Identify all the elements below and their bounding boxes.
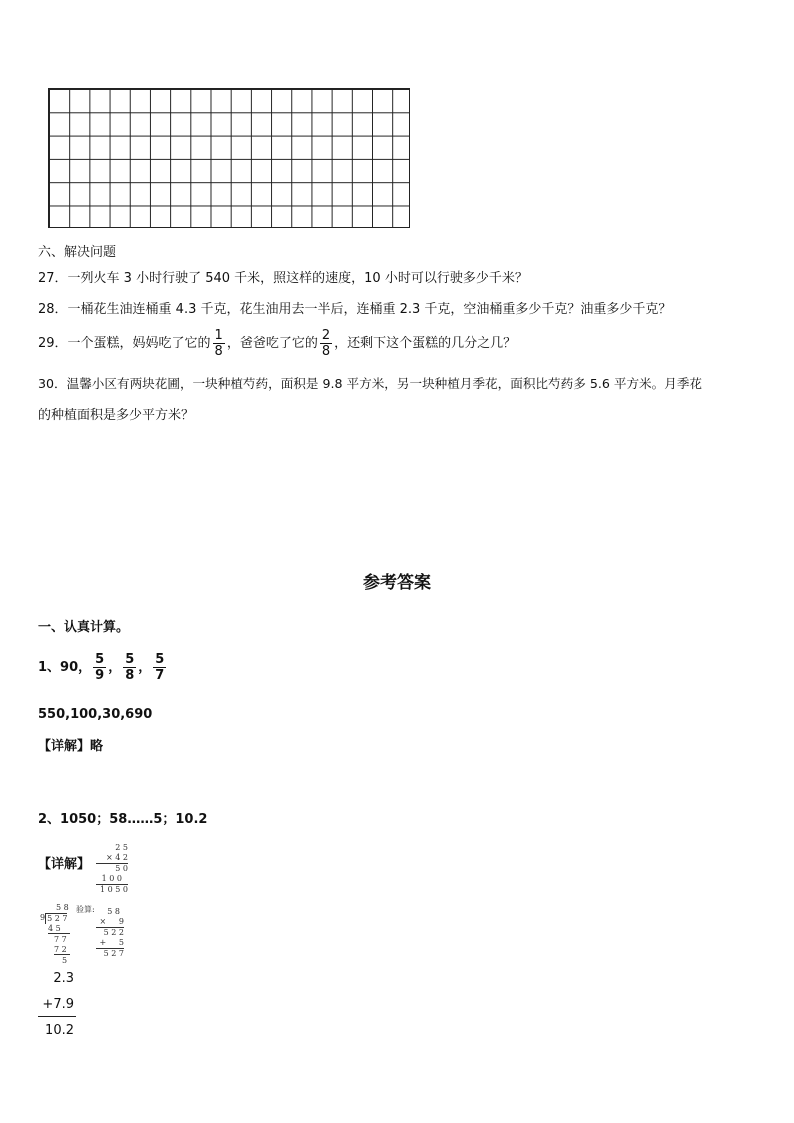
- check-row-5: 5 2 7: [103, 949, 124, 958]
- div-sub-2: 7 2: [54, 945, 67, 954]
- rule-line: [96, 927, 124, 928]
- div-sub-1: 4 5: [48, 924, 61, 933]
- fraction-numerator: 5: [155, 652, 165, 667]
- question-28: 28．一桶花生油连桶重 4.3 千克，花生油用去一半后，连桶重 2.3 千克，空油桶重多少千克？油重多少千克？: [38, 302, 672, 317]
- answer-1: [38, 652, 168, 683]
- check-work: [94, 907, 124, 959]
- fraction-denominator: 8: [321, 344, 331, 359]
- answer-2: 2、1050；58……5；10.2: [38, 812, 208, 827]
- answer-1-detail: 【详解】略: [38, 739, 104, 754]
- check-row-4: + 5: [99, 938, 124, 947]
- check-row-2: × 9: [99, 917, 124, 926]
- mult-row-2: × 4 2: [106, 853, 128, 862]
- fraction-denominator: 8: [214, 344, 223, 359]
- fraction-numerator: 2: [321, 328, 331, 343]
- div-rem-2: 5: [62, 956, 68, 965]
- multiplication-work: [96, 843, 128, 895]
- add-row-3: 10.2: [45, 1023, 74, 1038]
- fraction-denominator: 9: [95, 668, 105, 683]
- fraction-denominator: 8: [125, 668, 135, 683]
- answer-1-line-2: 550,100,30,690: [38, 707, 153, 722]
- mult-row-3: 5 0: [115, 864, 128, 873]
- question-30: [38, 375, 758, 425]
- mult-row-4: 1 0 0: [101, 874, 122, 883]
- fraction-numerator: 1: [214, 328, 223, 343]
- q30-line-2: 的种植面积是多少平方米？: [38, 408, 195, 423]
- q30-line-1: 30．温馨小区有两块花圃，一块种植芍药，面积是 9.8 平方米，另一块种植月季花，面积比芍药多 5.6 平方米。月季花: [38, 376, 703, 391]
- fraction-two-eighths: [320, 328, 332, 359]
- rule-line: [96, 863, 128, 864]
- fraction-numerator: 5: [125, 652, 135, 667]
- add-row-1: 2.3: [53, 971, 74, 986]
- mult-row-1: 2 5: [115, 843, 128, 852]
- section-heading: 六、解决问题: [38, 245, 117, 260]
- mult-row-5: 1 0 5 0: [100, 885, 128, 894]
- div-dividend: 5 2 7: [47, 914, 68, 923]
- check-label: 验算:: [76, 905, 95, 914]
- fraction-numerator: 5: [95, 652, 105, 667]
- separator: ，: [138, 659, 152, 675]
- div-divisor: 9: [40, 913, 46, 922]
- check-row-3: 5 2 2: [103, 928, 124, 937]
- check-row-1: 5 8: [107, 907, 120, 916]
- rule-line: [96, 884, 128, 885]
- add-row-2: +7.9: [42, 997, 74, 1012]
- fraction-denominator: 7: [155, 668, 165, 683]
- question-29: [38, 328, 516, 359]
- q29-middle: ，爸爸吃了它的: [226, 335, 318, 351]
- separator: ，: [108, 659, 122, 675]
- writing-grid: [48, 88, 410, 228]
- addition-work: [36, 970, 74, 1040]
- answer-1-prefix: 1、90，: [38, 659, 92, 675]
- answers-part-1: 一、认真计算。: [38, 620, 130, 635]
- q29-suffix: ，还剩下这个蛋糕的几分之几？: [334, 335, 517, 351]
- rule-line: [54, 954, 70, 955]
- rule-line: [96, 948, 124, 949]
- div-row: [40, 913, 72, 924]
- div-quotient: 5 8: [56, 903, 69, 912]
- question-27: 27．一列火车 3 小时行驶了 540 千米，照这样的速度，10 小时可以行驶多少千米？: [38, 271, 528, 286]
- rule-line: [48, 933, 70, 934]
- fraction-five-ninths: [93, 652, 106, 683]
- rule-line: [38, 1016, 76, 1017]
- answer-2-detail-label: 【详解】: [38, 857, 91, 872]
- fraction-five-sevenths: [153, 652, 166, 683]
- division-work: [40, 903, 72, 966]
- q29-prefix: 29．一个蛋糕，妈妈吃了它的: [38, 335, 211, 351]
- div-rem-1: 7 7: [54, 935, 67, 944]
- answers-title: 参考答案: [363, 573, 431, 593]
- fraction-one-eighth: [213, 328, 225, 359]
- fraction-five-eighths: [123, 652, 136, 683]
